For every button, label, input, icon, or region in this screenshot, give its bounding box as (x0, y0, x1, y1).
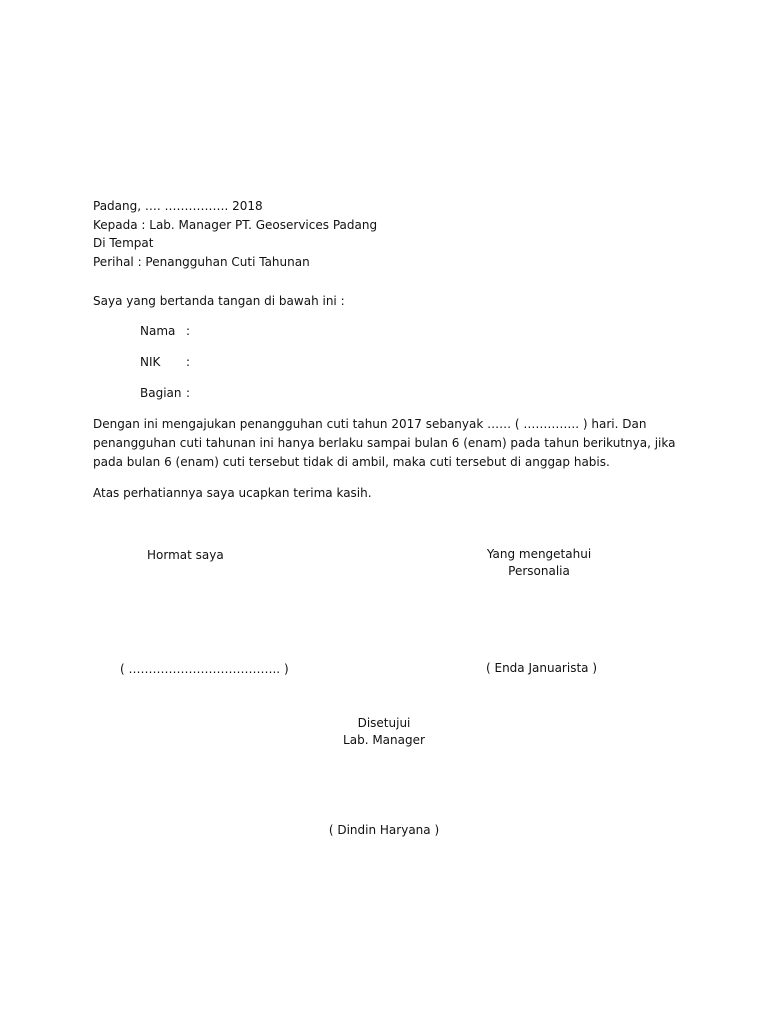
subject-line: Perihal : Penangguhan Cuti Tahunan (93, 255, 310, 269)
recipient-line: Kepada : Lab. Manager PT. Geoservices Padang (93, 218, 378, 232)
field-label-bagian: Bagian (140, 386, 182, 400)
approval-title-line-1: Disetujui (357, 716, 411, 730)
intro-text: Saya yang bertanda tangan di bawah ini : (93, 294, 345, 308)
approval-signature-name: ( Dindin Haryana ) (328, 823, 440, 837)
right-signature-title-line-2: Personalia (508, 564, 570, 578)
field-label-nama: Nama (140, 324, 176, 338)
field-colon-bagian: : (186, 386, 191, 400)
date-line: Padang, …. ……………. 2018 (93, 199, 263, 213)
body-line-2: penangguhan cuti tahunan ini hanya berlaku sampai bulan 6 (enam) pada tahun berikutnya, jika (93, 436, 676, 450)
place-line: Di Tempat (93, 236, 154, 250)
right-signature-title-line-1: Yang mengetahui (486, 547, 592, 561)
approval-title (304, 715, 464, 749)
field-label-nik: NIK (140, 355, 161, 369)
right-signature-title (459, 546, 619, 580)
left-signature-name: ( ……………………………….. ) (120, 662, 289, 676)
left-signature-title: Hormat saya (147, 548, 224, 562)
closing-text: Atas perhatiannya saya ucapkan terima kasih. (93, 486, 372, 500)
right-signature-name: ( Enda Januarista ) (486, 661, 597, 675)
field-colon-nik: : (186, 355, 191, 369)
body-line-3: pada bulan 6 (enam) cuti tersebut tidak di ambil, maka cuti tersebut di anggap habis. (93, 455, 610, 469)
approval-title-line-2: Lab. Manager (343, 733, 425, 747)
field-colon-nama: : (186, 324, 191, 338)
body-line-1: Dengan ini mengajukan penangguhan cuti tahun 2017 sebanyak …… ( ………….. ) hari. Dan (93, 417, 647, 431)
